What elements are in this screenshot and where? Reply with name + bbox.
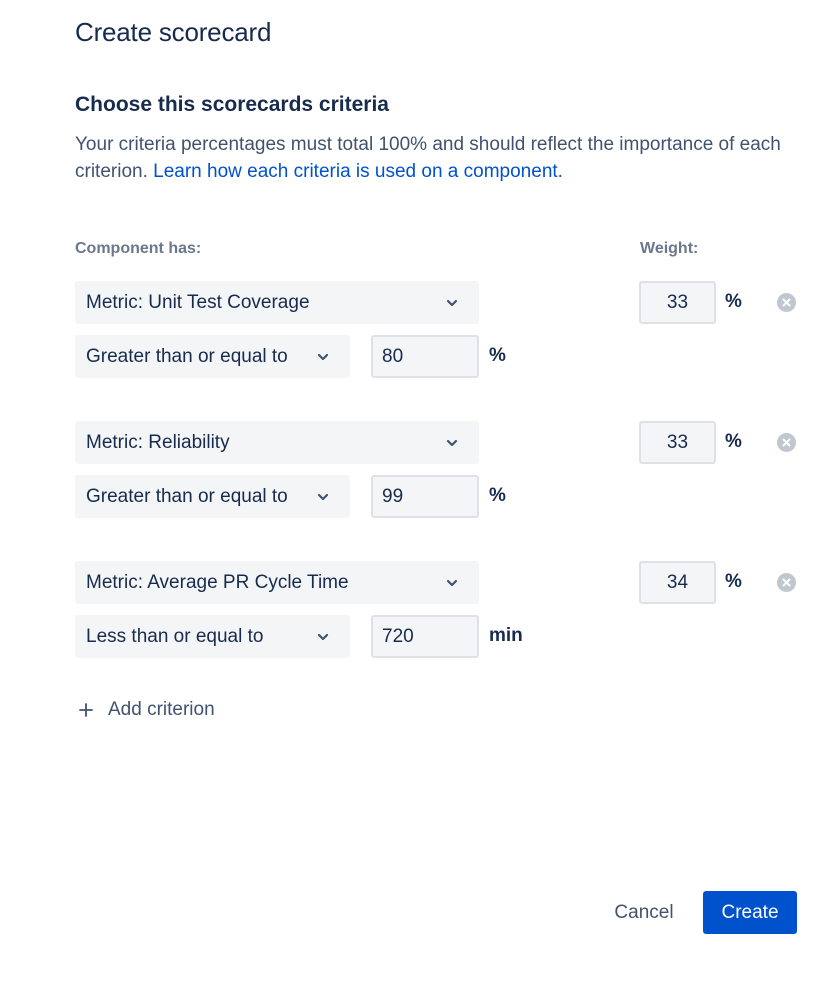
threshold-unit: % — [489, 345, 506, 366]
chevron-down-icon — [316, 490, 330, 504]
weight-value: 33 — [666, 291, 689, 313]
chevron-down-icon — [316, 630, 330, 644]
operator-select[interactable] — [75, 615, 350, 658]
chevron-down-icon — [445, 436, 459, 450]
weight-input[interactable] — [639, 561, 716, 604]
weight-value: 33 — [666, 431, 689, 453]
learn-more-link[interactable]: Learn how each criteria is used on a component. — [153, 161, 563, 182]
chevron-down-icon — [316, 350, 330, 364]
remove-criterion-icon[interactable] — [777, 573, 796, 592]
threshold-input[interactable] — [371, 475, 479, 518]
operator-select-value: Less than or equal to — [86, 625, 264, 647]
section-title: Choose this scorecards criteria — [75, 93, 389, 116]
metric-select-value: Metric: Unit Test Coverage — [86, 291, 310, 313]
weight-input[interactable] — [639, 281, 716, 324]
create-button[interactable]: Create — [703, 891, 797, 934]
component-has-label: Component has: — [75, 240, 202, 257]
metric-select[interactable] — [75, 281, 479, 324]
operator-select[interactable] — [75, 335, 350, 378]
operator-select-value: Greater than or equal to — [86, 485, 288, 507]
metric-select-value: Metric: Average PR Cycle Time — [86, 571, 349, 593]
dialog-title: Create scorecard — [75, 17, 272, 47]
threshold-unit: min — [489, 625, 523, 646]
description — [75, 131, 795, 185]
operator-select[interactable] — [75, 475, 350, 518]
weight-label: Weight: — [640, 240, 699, 257]
chevron-down-icon — [445, 296, 459, 310]
threshold-input[interactable] — [371, 615, 479, 658]
threshold-input[interactable] — [371, 335, 479, 378]
threshold-value: 99 — [382, 485, 404, 507]
plus-icon — [79, 703, 93, 717]
weight-value: 34 — [666, 571, 689, 593]
metric-select[interactable] — [75, 421, 479, 464]
cancel-button[interactable]: Cancel — [603, 891, 685, 934]
description-text: Your criteria percentages must total 100% and should reflect the importance of each criterion. — [75, 134, 781, 182]
add-criterion-label: Add criterion — [108, 699, 215, 720]
metric-select[interactable] — [75, 561, 479, 604]
chevron-down-icon — [445, 576, 459, 590]
threshold-value: 80 — [382, 345, 404, 367]
remove-criterion-icon[interactable] — [777, 433, 796, 452]
operator-select-value: Greater than or equal to — [86, 345, 288, 367]
weight-input[interactable] — [639, 421, 716, 464]
weight-unit: % — [725, 431, 742, 452]
add-criterion-button[interactable] — [79, 699, 215, 721]
remove-criterion-icon[interactable] — [777, 293, 796, 312]
weight-unit: % — [725, 291, 742, 312]
threshold-unit: % — [489, 485, 506, 506]
weight-unit: % — [725, 571, 742, 592]
threshold-value: 720 — [382, 625, 414, 647]
metric-select-value: Metric: Reliability — [86, 431, 230, 453]
